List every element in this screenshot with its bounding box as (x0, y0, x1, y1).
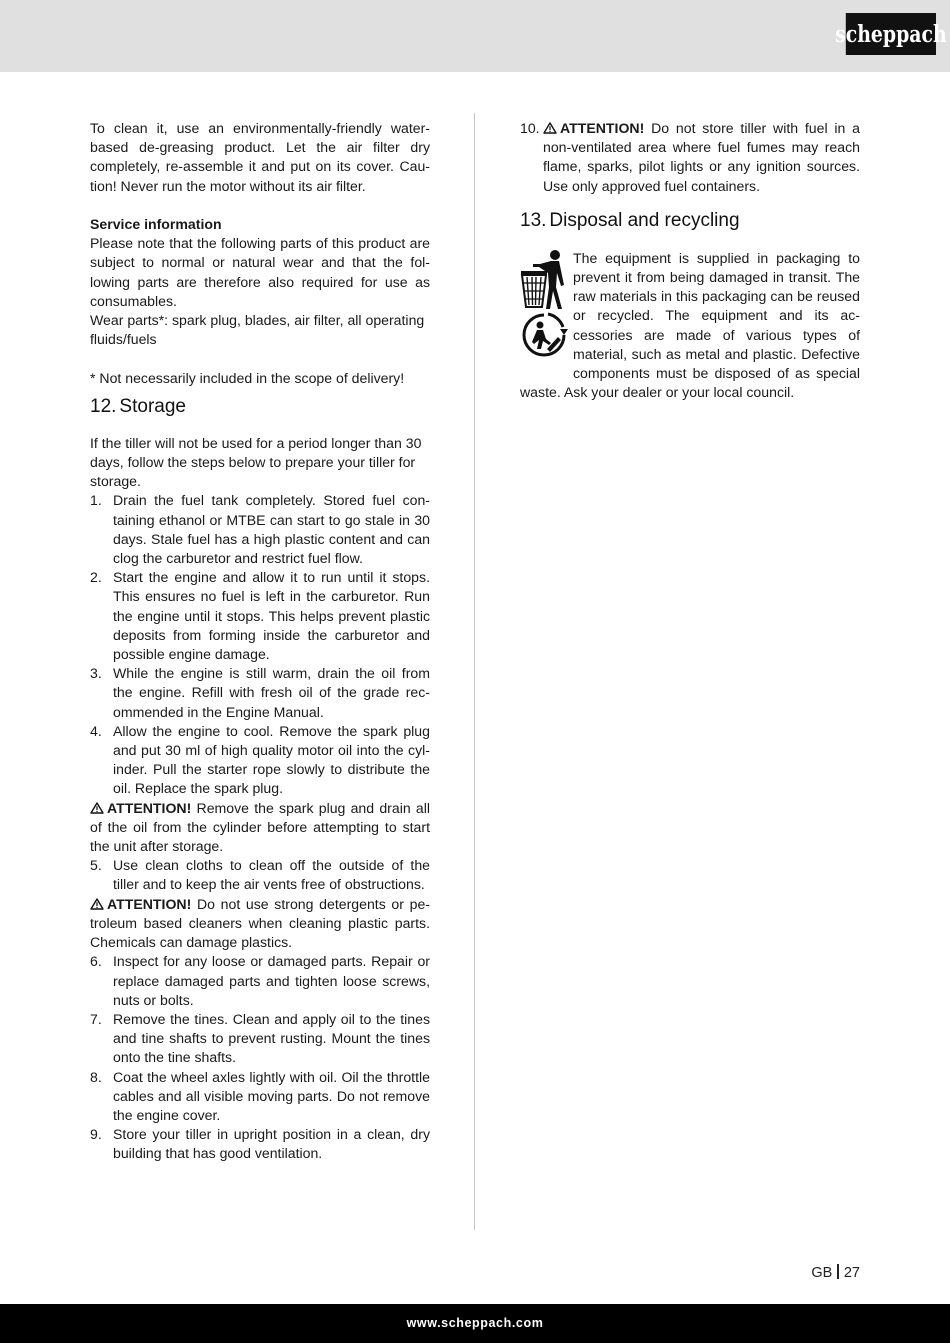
list-item (90, 952, 430, 1010)
attention-note-2 (90, 895, 430, 953)
step-text: Remove the tines. Clean and apply oil to the tines and tine shafts to prevent rusting. Mount the tines onto the tine shafts. (113, 1010, 430, 1066)
page-number-separator (837, 1264, 839, 1279)
list-item (90, 568, 430, 664)
step-number: 7. (90, 1010, 102, 1027)
list-item (90, 856, 430, 894)
step-text: Start the engine and allow it to run until it stops. This ensures no fuel is left in the carburetor. Run the engine until it stops. This helps prevent plastic deposits from forming inside the carburetor and possible engine damage. (113, 569, 430, 663)
step-number: 6. (90, 953, 102, 970)
right-column (520, 119, 860, 402)
column-divider (474, 113, 475, 1230)
step-number: 10. (520, 120, 540, 136)
page-number (811, 1264, 860, 1281)
storage-section-number: 12. (90, 395, 117, 417)
warning-triangle-icon (90, 898, 104, 910)
wear-parts-text: Wear parts*: spark plug, blades, air filter, all operating fluids/fuels (90, 312, 425, 348)
disposal-section-number: 13. (520, 209, 547, 231)
disposal-text: The equipment is supplied in packaging to prevent it from being damaged in transit. The raw materials in this packaging can be reused or recycled. The equipment and its accessories are made of various types of material, such as metal and plastic. Defective components must be disposed of as special waste. Ask your dealer or your local council. (520, 249, 860, 401)
step-number: 2. (90, 569, 102, 586)
step-number: 4. (90, 722, 102, 739)
attention-text: Remove the spark plug and drain all of the oil from the cylinder before attempting to start the unit after storage. (90, 799, 430, 855)
step-text: Drain the fuel tank completely. Stored fuel containing ethanol or MTBE can start to go stale in 30 days. Stale fuel has a high plastic content and can clog the carburetor and restrict fuel flow. (113, 492, 430, 567)
storage-heading (90, 395, 430, 419)
warning-triangle-icon (543, 122, 557, 134)
step-text: Inspect for any loose or damaged parts. Repair or replace damaged parts and tighten loose screws, nuts or bolts. (113, 953, 430, 1008)
language-code: GB (811, 1265, 833, 1281)
step-text: Coat the wheel axles lightly with oil. Oil the throttle cables and all visible moving parts. Do not remove the engine cover. (113, 1068, 430, 1123)
warning-triangle-icon (90, 802, 104, 814)
list-item (90, 722, 430, 799)
step-text: While the engine is still warm, drain the oil from the engine. Refill with fresh oil of the grade recommended in the Engine Manual. (113, 665, 430, 720)
page-number-value: 27 (843, 1265, 860, 1281)
storage-steps-list (90, 491, 430, 798)
storage-steps-list-10 (520, 119, 860, 196)
website-url[interactable]: www.scheppach.com (406, 1316, 544, 1330)
disposal-section-title: Disposal and recycling (549, 209, 740, 231)
step-number: 3. (90, 665, 102, 682)
disposal-block (520, 249, 860, 403)
list-item (90, 1068, 430, 1126)
step-text: Do not store tiller with fuel in a non-ventilated area where fuel fumes may reach flame, sparks, pilot lights or any ignition sources. Use only approved fuel containers. (543, 120, 860, 194)
step-number: 8. (90, 1068, 102, 1085)
disposal-heading (520, 209, 860, 233)
recycling-icon (520, 311, 570, 359)
attention-text: Do not use strong detergents or petroleum based cleaners when cleaning plastic parts. Chemicals can damage plastics. (90, 895, 430, 951)
storage-steps-list-b (90, 952, 430, 1163)
service-information-text: Please note that the following parts of this product are subject to normal or natural wear and that the following parts are therefore also required for use as consumables. (90, 235, 430, 309)
list-item (90, 1125, 430, 1163)
step-text: Store your tiller in upright position in a clean, dry building that has good ventilation. (113, 1126, 430, 1162)
storage-steps-list-5 (90, 856, 430, 894)
storage-section-title: Storage (119, 395, 186, 417)
list-item (520, 119, 860, 196)
step-number: 5. (90, 857, 102, 874)
disposal-icons (520, 249, 570, 367)
list-item (90, 1010, 430, 1068)
list-item (90, 664, 430, 722)
footnote: * Not necessarily included in the scope of delivery! (90, 369, 405, 386)
attention-label: ATTENTION! (107, 799, 192, 816)
footer-band (0, 1304, 950, 1343)
step-number: 9. (90, 1126, 102, 1143)
step-number: 1. (90, 492, 102, 509)
header-band (0, 0, 950, 72)
brand-logo: scheppach (846, 13, 936, 55)
attention-label: ATTENTION! (560, 120, 645, 136)
service-information-heading: Service information (90, 216, 222, 232)
list-item (90, 491, 430, 568)
step-text: Allow the engine to cool. Remove the spark plug and put 30 ml of high quality motor oil into the cylinder. Pull the starter rope slowly to distribute the oil. Replace the spark plug. (113, 722, 430, 797)
step-text: Use clean cloths to clean off the outside of the tiller and to keep the air vents free of obstructions. (113, 857, 430, 893)
storage-intro: If the tiller will not be used for a period longer than 30 days, follow the steps below to prepare your tiller for storage. (90, 434, 422, 490)
attention-label: ATTENTION! (107, 895, 192, 912)
waste-bin-person-icon (520, 249, 570, 311)
air-filter-cleaning-text: To clean it, use an environmentally-friendly water-based de-greasing product. Let the air filter dry completely, re-assemble it and put on its cover. Caution! Never run the motor without its air filter. (90, 120, 430, 194)
attention-note-1 (90, 799, 430, 857)
left-column (90, 119, 430, 1164)
